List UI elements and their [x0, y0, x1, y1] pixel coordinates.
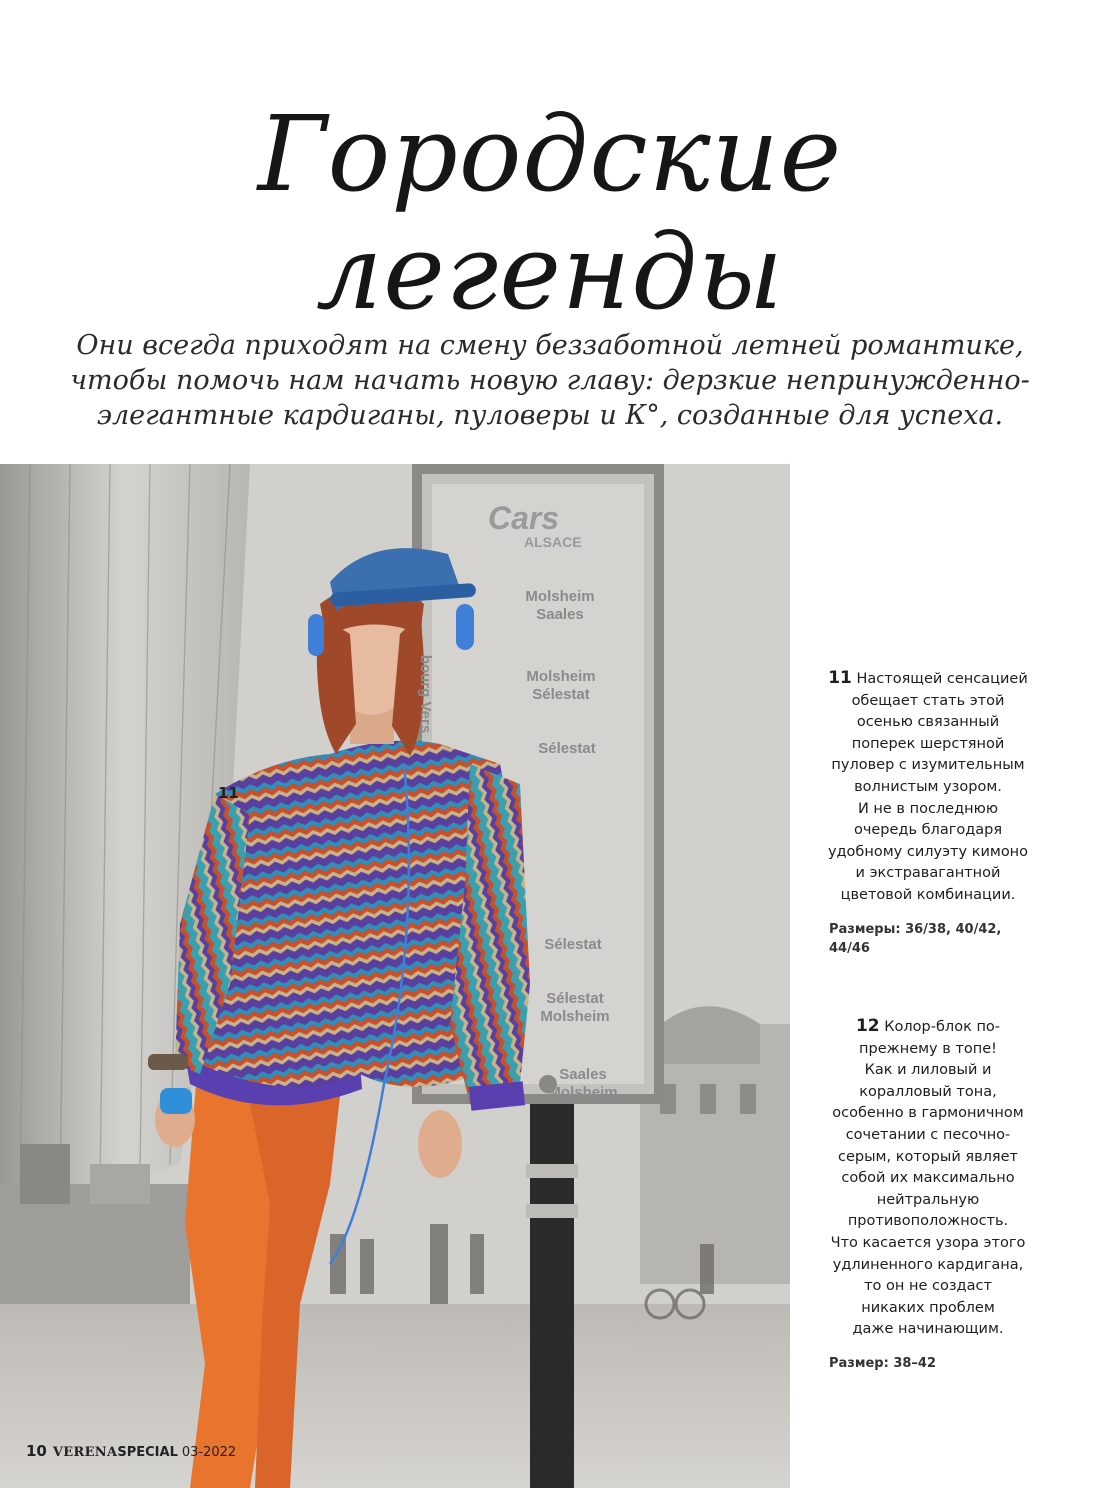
item-line: серым, который являет: [838, 1148, 1018, 1165]
item-line: Как и лиловый и: [864, 1062, 992, 1079]
item-line: прежнему в топе!: [859, 1040, 997, 1057]
item-line: 12 Колор-блок по-: [855, 1016, 1001, 1036]
sign-destination: Molsheim Saales: [525, 588, 595, 623]
item-line: 11 Настоящей сенсацией: [828, 668, 1028, 688]
item-line: собой их максимально: [841, 1170, 1015, 1187]
page-number: 10: [26, 1442, 47, 1460]
item-line: Что касается узора этого: [830, 1234, 1026, 1251]
item-size-11: Размеры: 36/38, 40/42, 44/46: [829, 922, 1002, 956]
article-lead: [60, 328, 1040, 433]
item-line: поперек шерстяной: [851, 735, 1005, 752]
item-line: цветовой комбинации.: [840, 886, 1016, 903]
item-line: удобному силуэту кимоно: [827, 843, 1029, 860]
item-number: 12: [855, 1016, 880, 1036]
item-line: никаких проблем: [861, 1299, 995, 1316]
sign-destination: Saales Molsheim: [548, 1066, 618, 1101]
sign-destination: Molsheim Sélestat: [526, 668, 596, 703]
sign-side-text: bourg Vers: [417, 654, 434, 734]
item-size-12: Размер: 38–42: [829, 1356, 937, 1371]
page-footer: [26, 1442, 236, 1461]
item-description-12: [808, 1016, 1048, 1341]
item-line: коралловый тона,: [859, 1083, 997, 1100]
item-line: и экстравагантной: [855, 865, 1001, 882]
magazine-brand: VERENA: [52, 1445, 118, 1460]
sign-region: ALSACE: [524, 534, 582, 550]
issue-date: 03-2022: [181, 1445, 237, 1460]
sign-destination: Sélestat: [538, 740, 596, 757]
item-line: противоположность.: [847, 1213, 1009, 1230]
item-line: даже начинающим.: [852, 1321, 1004, 1338]
article-title: [0, 95, 1100, 331]
sign-brand: Cars: [488, 500, 560, 536]
lead-line: Они всегда приходят на смену беззаботной летней романтике,: [76, 330, 1024, 361]
lead-line: элегантные кардиганы, пуловеры и К°, созданные для успеха.: [96, 400, 1004, 431]
title-line-1: Городские: [257, 93, 843, 215]
item-line: пуловер с изумительным: [831, 757, 1025, 774]
item-line: И не в последнюю: [857, 800, 999, 817]
item-line: нейтральную: [876, 1191, 980, 1208]
item-line: удлиненного кардигана,: [832, 1256, 1024, 1273]
sign-destination: Sélestat: [544, 936, 602, 953]
fashion-photo: [0, 464, 790, 1488]
item-line: очередь благодаря: [853, 822, 1003, 839]
item-line: осенью связанный: [856, 714, 1000, 731]
model-number-label: 11: [218, 784, 239, 802]
item-line: обещает стать этой: [851, 692, 1005, 709]
item-description-11: [808, 668, 1048, 907]
item-line: сочетании с песочно-: [845, 1126, 1011, 1143]
title-line-2: легенды: [316, 211, 784, 333]
magazine-brand-special: SPECIAL: [117, 1445, 178, 1460]
item-line: особенно в гармоничном: [832, 1105, 1024, 1122]
item-number: 11: [828, 668, 852, 688]
photo-illustration: [0, 464, 790, 1488]
lead-line: чтобы помочь нам начать новую главу: дерзкие непринужденно-: [70, 365, 1030, 396]
item-line: волнистым узором.: [854, 778, 1002, 795]
item-line: то он не создаст: [864, 1278, 992, 1295]
sign-destination: Sélestat Molsheim: [540, 990, 610, 1025]
